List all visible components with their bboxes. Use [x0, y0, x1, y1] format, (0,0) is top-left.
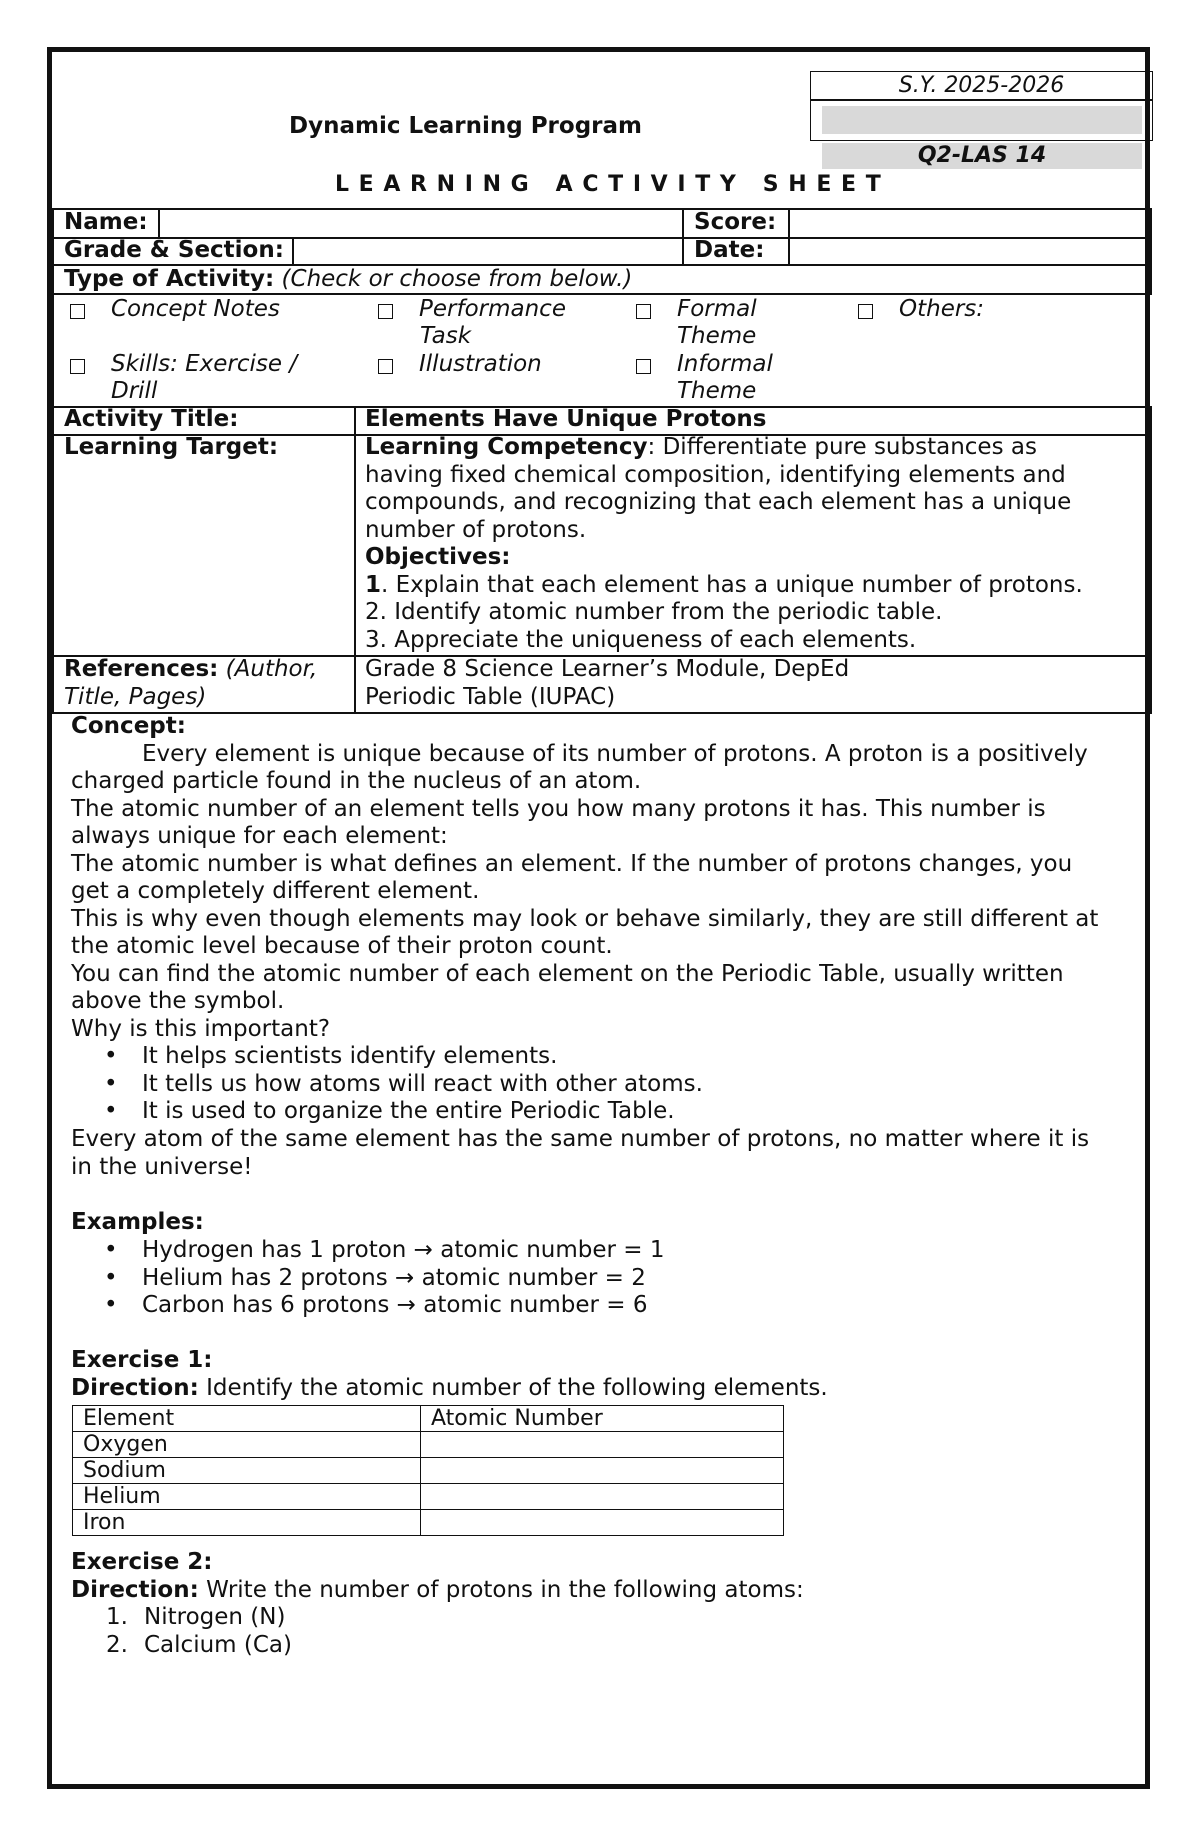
exercise-2-item-2: 2. Calcium (Ca) [106, 1631, 292, 1658]
references-label-cell [64, 656, 317, 711]
concept-line-2: charged particle found in the nucleus of an atom. [71, 768, 642, 794]
formal-theme-line2: Theme [677, 323, 757, 349]
concept-line-3: The atomic number of an element tells you how many protons it has. This number is [71, 795, 1046, 822]
school-year: S.Y. 2025-2026 [898, 73, 1065, 98]
objective-2: 2. Identify atomic number from the periodic table. [365, 599, 943, 625]
references-hint-2: Title, Pages) [64, 683, 207, 710]
informal-theme-line2: Theme [677, 378, 757, 404]
exercise-1-heading: Exercise 1: [71, 1347, 213, 1373]
concept-line-9: You can find the atomic number of each element on the Periodic Table, usually written [71, 960, 1064, 987]
formal-theme-option [677, 296, 757, 350]
score-field[interactable] [790, 210, 1148, 235]
concept-closing [71, 1126, 1141, 1181]
concept-notes-option: Concept Notes [111, 296, 280, 322]
activity-type-hint: (Check or choose from below.) [281, 266, 633, 292]
element-cell: Helium [73, 1484, 421, 1510]
blank-gray-field [822, 106, 1142, 134]
competency-line-1: : Differentiate pure substances as [647, 434, 1037, 460]
score-label: Score: [694, 209, 777, 235]
table-row [73, 1510, 784, 1536]
answer-cell[interactable] [421, 1484, 784, 1510]
formal-theme-line1: Formal [677, 296, 757, 322]
concept-bullet-3: • It is used to organize the entire Periodic Table. [104, 1098, 675, 1124]
concept-line-7: This is why even though elements may look or behave similarly, they are still different at [71, 905, 1099, 932]
element-cell: Sodium [73, 1458, 421, 1484]
concept-bullet-1: • It helps scientists identify elements. [104, 1043, 558, 1069]
name-field[interactable] [160, 210, 680, 235]
date-label: Date: [694, 237, 765, 263]
references-label: References: [64, 656, 219, 682]
illustration-checkbox[interactable] [378, 359, 393, 374]
performance-task-option [419, 296, 566, 350]
activity-type-label: Type of Activity: [64, 266, 275, 292]
exercise-2-section [71, 1549, 1141, 1604]
informal-theme-checkbox[interactable] [636, 359, 651, 374]
closing-line-2: in the universe! [71, 1153, 253, 1180]
competency-label: Learning Competency [365, 434, 648, 460]
column-header-element: Element [73, 1406, 421, 1432]
table-row [73, 1484, 784, 1510]
concept-line-6: get a completely different element. [71, 878, 480, 904]
references-list [365, 656, 849, 711]
informal-theme-line1: Informal [677, 351, 773, 377]
objective-1-number: 1 [365, 571, 382, 598]
example-1: • Hydrogen has 1 proton → atomic number = 1 [104, 1237, 665, 1263]
concept-line-5: The atomic number is what defines an element. If the number of protons changes, you [71, 850, 1073, 877]
reference-1: Grade 8 Science Learner’s Module, DepEd [365, 656, 850, 682]
skills-exercise-line2: Drill [111, 378, 158, 404]
others-checkbox[interactable] [858, 304, 873, 319]
examples-heading: Examples: [71, 1209, 204, 1235]
element-cell: Oxygen [73, 1432, 421, 1458]
skills-exercise-checkbox[interactable] [70, 359, 85, 374]
objective-1: . Explain that each element has a unique number of protons. [381, 571, 1083, 598]
examples-list [104, 1237, 665, 1320]
exercise-1-direction: Direction: Identify the atomic number of the following elements. [71, 1374, 828, 1401]
exercise-2-direction: Direction: Write the number of protons in the following atoms: [71, 1576, 804, 1603]
others-option: Others: [899, 296, 985, 322]
date-field[interactable] [790, 239, 1148, 262]
performance-task-line1: Performance [419, 296, 566, 322]
example-2: • Helium has 2 protons → atomic number = 2 [104, 1264, 646, 1291]
examples-section [71, 1209, 1141, 1237]
concept-line-11: Why is this important? [71, 1015, 331, 1042]
references-hint-1: (Author, [218, 656, 318, 682]
name-label: Name: [64, 209, 148, 235]
concept-line-4: always unique for each element: [71, 823, 448, 849]
activity-title-label: Activity Title: [64, 406, 239, 432]
concept-notes-checkbox[interactable] [70, 304, 85, 319]
exercise-2-list [106, 1604, 292, 1659]
objectives-label: Objectives: [365, 544, 511, 570]
skills-exercise-option [111, 351, 297, 405]
competency-line-2: having fixed chemical composition, identifying elements and [365, 461, 1066, 488]
objective-3: 3. Appreciate the uniqueness of each elements. [365, 626, 917, 653]
concept-line-1: Every element is unique because of its number of protons. A proton is a positively [142, 740, 1088, 767]
grade-section-field[interactable] [294, 239, 680, 262]
element-cell: Iron [73, 1510, 421, 1536]
concept-section [71, 713, 1141, 1043]
learning-target-content [365, 434, 1083, 654]
concept-line-10: above the symbol. [71, 988, 285, 1014]
program-title: Dynamic Learning Program [289, 113, 642, 139]
concept-heading: Concept: [71, 713, 186, 739]
table-row [73, 1432, 784, 1458]
illustration-option: Illustration [419, 351, 542, 377]
column-header-atomic-number: Atomic Number [421, 1406, 784, 1432]
reference-2: Periodic Table (IUPAC) [365, 683, 616, 710]
answer-cell[interactable] [421, 1432, 784, 1458]
skills-exercise-line1: Skills: Exercise / [111, 351, 298, 377]
example-3: • Carbon has 6 protons → atomic number = 6 [104, 1292, 648, 1318]
performance-task-checkbox[interactable] [378, 304, 393, 319]
concept-bullet-list [104, 1043, 703, 1126]
exercise-1-section [71, 1347, 1141, 1402]
learning-target-label: Learning Target: [64, 434, 279, 460]
exercise-1-table [72, 1405, 784, 1536]
table-header-row [73, 1406, 784, 1432]
activity-type-row [64, 266, 632, 293]
exercise-2-item-1: 1. Nitrogen (N) [106, 1604, 286, 1630]
competency-line-3: compounds, and recognizing that each element has a unique [365, 489, 1072, 515]
table-row [73, 1458, 784, 1484]
sheet-title: L E A R N I N G A C T I V I T Y S H E E T [335, 172, 882, 197]
concept-bullet-2: • It tells us how atoms will react with other atoms. [104, 1070, 703, 1097]
answer-cell[interactable] [421, 1458, 784, 1484]
concept-line-8: the atomic level because of their proton count. [71, 933, 613, 959]
informal-theme-option [677, 351, 773, 405]
exercise-2-heading: Exercise 2: [71, 1549, 213, 1575]
closing-line-1: Every atom of the same element has the same number of protons, no matter where it is [71, 1126, 1090, 1152]
formal-theme-checkbox[interactable] [636, 304, 651, 319]
competency-line-4: number of protons. [365, 516, 587, 543]
answer-cell[interactable] [421, 1510, 784, 1536]
activity-title: Elements Have Unique Protons [365, 406, 767, 432]
performance-task-line2: Task [420, 323, 472, 349]
las-code: Q2-LAS 14 [917, 143, 1047, 168]
grade-section-label: Grade & Section: [64, 237, 284, 263]
